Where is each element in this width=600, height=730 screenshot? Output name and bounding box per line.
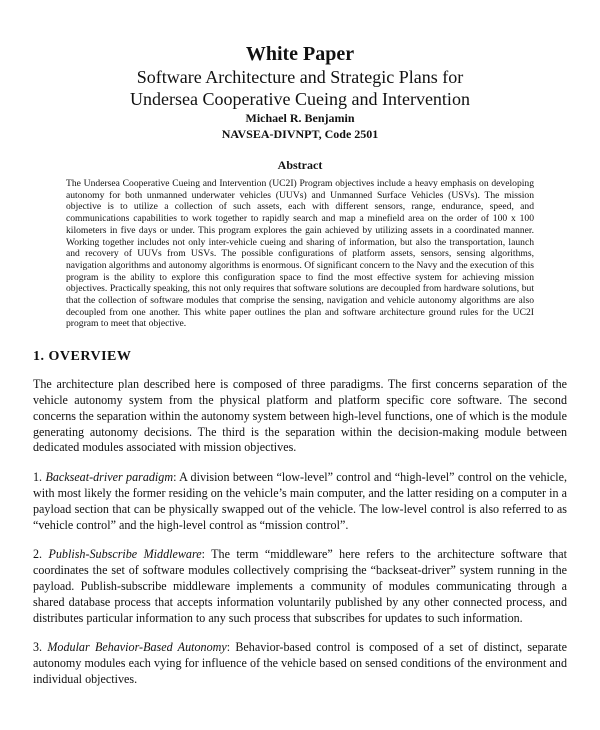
paradigm-item-term: Modular Behavior-Based Autonomy <box>47 640 227 655</box>
section-heading-overview: 1. OVERVIEW <box>33 349 132 365</box>
paradigm-item-3 <box>33 640 567 687</box>
author-name: Michael R. Benjamin <box>245 111 355 125</box>
document-header <box>33 42 567 142</box>
document-type: White Paper <box>245 43 355 65</box>
paradigm-item-number: 3. <box>33 640 43 655</box>
overview-intro-paragraph: The architecture plan described here is composed of three paradigms. The first concerns separation of the vehicle autonomy system from the physical platform and platform specific core software. The second concerns the separation within the autonomy system between high-level functions, one of which is the module generating autonomy decisions. The third is the separation within the decision-making module between dedicated modules associated with mission objectives. <box>33 377 568 455</box>
title-line-1: Software Architecture and Strategic Plans for <box>136 67 464 87</box>
abstract-heading: Abstract <box>277 158 323 172</box>
paradigm-item-2 <box>33 547 567 626</box>
title-line-2: Undersea Cooperative Cueing and Intervention <box>130 89 470 109</box>
paradigm-item-term: Backseat-driver paradigm <box>45 470 174 485</box>
paradigm-item-number: 1. <box>33 470 43 485</box>
author-affiliation: NAVSEA-DIVNPT, Code 2501 <box>221 127 379 141</box>
paradigm-item-number: 2. <box>33 547 43 562</box>
paradigm-item-text: : A division between “low-level” control and “high-level” control on the vehicle, with most likely the former residing on the vehicle’s main computer, and the latter residing on a computer in a payload section that can be physically swapped out of the vehicle. The low-level control is also referred to as “vehicle control” and the high-level control as “mission control”. <box>33 470 567 532</box>
paradigm-item-term: Publish-Subscribe Middleware <box>48 547 202 562</box>
paradigm-item-text: : The term “middleware” here refers to the architecture software that coordinates the set of software modules collectively comprising the “backseat-driver” system running in the payload. Publish-subscribe middleware implements a community of modules communicating through a shared database process that accepts information voluntarily published by any other connected process, and distributes particular information to any such process that subscribes for updates to such information. <box>33 547 568 625</box>
abstract-text: The Undersea Cooperative Cueing and Intervention (UC2I) Program objectives include a heavy emphasis on developing autonomy for both unmanned underwater vehicles (UUVs) and Unmanned Surface Vehicles (USVs). The mission objective is to utilize a collection of such assets, each with different sensors, range, endurance, speed, and communications capabilities to work together to rapidly search and map a minefield area on the order of 100 x 100 kilometers in five days or under. This program explores the gain achieved by utilizing assets in a coordinated manner. Working together includes not only inter-vehicle cueing and sharing of information, but also the transportation, launch and recovery of UUVs from USVs. The possible configurations of platform assets, sensors, sensing algorithms, navigation algorithms and autonomy algorithms is enormous. Of significant concern to the Navy and the execution of this program is the ability to explore this configuration space to find the most effective system for achieving mission objectives. Practically speaking, this not only requires that software solutions are decoupled from hardware solutions, but that the collection of software modules that comprise the sensing, navigation and vehicle autonomy algorithms are also decoupled from one another. This white paper outlines the plan and software architecture ground rules for the UC2I program to meet that objective. <box>66 178 534 330</box>
paradigm-item-text: : Behavior-based control is composed of a set of distinct, separate autonomy modules each vying for influence of the vehicle based on sensed conditions of the environment and individual objectives. <box>33 640 567 686</box>
paradigm-item-1 <box>33 470 567 533</box>
